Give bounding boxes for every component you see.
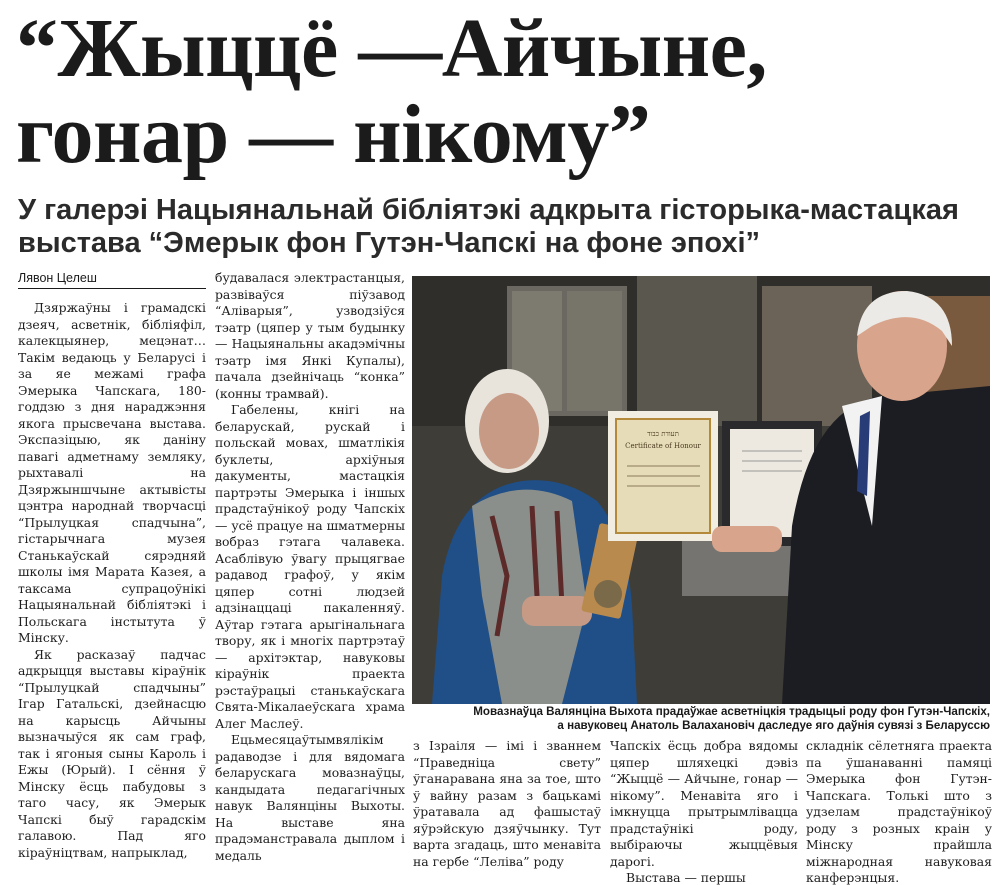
text-column-4 [610, 738, 798, 885]
paragraph: Дзяржаўны і грамадскі дзеяч, асветнік, бібліяфіл, калекцыянер, мецэнат… Такім ведаюць у Беларусі і за яе межамі графа Эмерыка Чапскага, 180-годдзю з дня нараджэння якога прысвечана выстава. Экспазіцыю, як даніну павагі адметнаму земляку, рыхтавалі на Дзяржыншчыне актывісты цэнтра народнай творчасці “Прылуцкая спадчына”, гістарычнага музея Станькаўскай сярэдняй школы імя Марата Казея, а таксама супрацоўнікі Нацыянальнай бібліятэкі і Польскага інстытута ў Мінску. [18, 300, 206, 645]
caption-line-2: а навуковец Анатоль Валахановіч даследуе яго даўнія сувязі з Беларуссю [557, 719, 990, 732]
paragraph: Выстава — першы [626, 870, 746, 885]
headline [16, 2, 976, 181]
svg-text:תעודת כבוד: תעודת כבוד [647, 430, 679, 438]
text-column-1 [18, 300, 206, 885]
subheadline-line-1: У галерэі Нацыянальнай бібліятэкі адкрыта гісторыка-мастацкая [18, 194, 959, 226]
paragraph: Ецьмесяцаўтымвялікім радаводзе і для вядомага беларускага мовазнаўцы, кандыдата педагагічных навук Валянціны Выхоты. На выставе яна прадэманстравала дыплом і медаль [215, 732, 405, 863]
text-column-5 [806, 738, 992, 885]
subheadline [18, 194, 978, 260]
headline-line-1: “Жыццё —Айчыне, [16, 2, 767, 95]
paragraph: з Ізраіля — імі і званнем “Праведніца свету” ўганаравана яна за тое, што ў вайну разам з бацькамі ўратавала ад фашыстаў яўрэйскую дзяўчынку. Тут варта згадаць, што менавіта на гербе “Леліва” роду [413, 738, 601, 869]
article-photo [412, 276, 990, 704]
paragraph: Як расказаў падчас адкрыцця выставы кіраўнік “Прылуцкай спадчыны” Ігар Гатальскі, дзейнасцю на карысць Айчыны вызначыўся як сам граф, так і ягоныя сыны Кароль і Ежы (Юрый). І сёння ў Мінску ёсць пабудовы з таго часу, як Эмерык Чапскі быў гарадскім галавою. Пад яго кіраўніцтвам, напрыклад, [18, 646, 206, 860]
text-column-3 [413, 738, 601, 885]
paragraph: складнік сёлетняга праекта па ўшанаванні памяці Эмерыка фон Гутэн-Чапскага. Толькі што з удзелам прадстаўнікоў роду з розных краін у Мінску прайшла міжнародная навуковая канферэнцыя. [806, 738, 992, 885]
subheadline-line-2: выстава “Эмерык фон Гутэн-Чапскі на фоне эпохі” [18, 227, 761, 259]
paragraph: Габелены, кнігі на беларускай, рускай і польскай мовах, шматлікія буклеты, архіўныя дакументы, мастацкія партрэты Эмерыка і іншых прадстаўнікоў роду Чапскіх — усё працуе на шматмерны вобраз гэтага чалавека. Асаблівую ўвагу прыцягвае радавод графоў, у якім цяпер сотні людзей адзінаццаці пакаленняў. Аўтар гэтага арыгінальнага твору, як і многіх партрэтаў — архітэктар, навуковы кіраўнік праекта рэстаўрацыі станькаўскага Свята-Мікалаеўскага храма Алег Маслеў. [215, 402, 405, 731]
headline-line-2: гонар — нікому” [16, 88, 651, 181]
photo-illustration [412, 276, 990, 704]
photo-caption [412, 705, 990, 733]
paragraph: Чапскіх ёсць добра вядомы цяпер шляхецкі дэвіз “Жыццё — Айчыне, гонар — нікому”. Менавіта яго і імкнуцца прытрымлівацца прадстаўнікі роду, выбіраючы жыццёвыя дарогі. [610, 738, 798, 869]
author-byline: Лявон Целеш [18, 271, 206, 289]
caption-line-1: Мовазнаўца Валянціна Выхота прадаўжае асветніцкія традыцыі роду фон Гутэн-Чапскіх, [473, 705, 990, 718]
text-column-2 [215, 270, 405, 885]
svg-text:Certificate of Honour: Certificate of Honour [625, 442, 701, 450]
paragraph: будавалася электрастанцыя, развіваўся піўзавод “Аліварыя”, узводзіўся тэатр (цяпер у тым будынку — Нацыянальны акадэмічны тэатр імя Янкі Купалы), пачала дзейнічаць “конка” (конны трамвай). [215, 270, 405, 401]
